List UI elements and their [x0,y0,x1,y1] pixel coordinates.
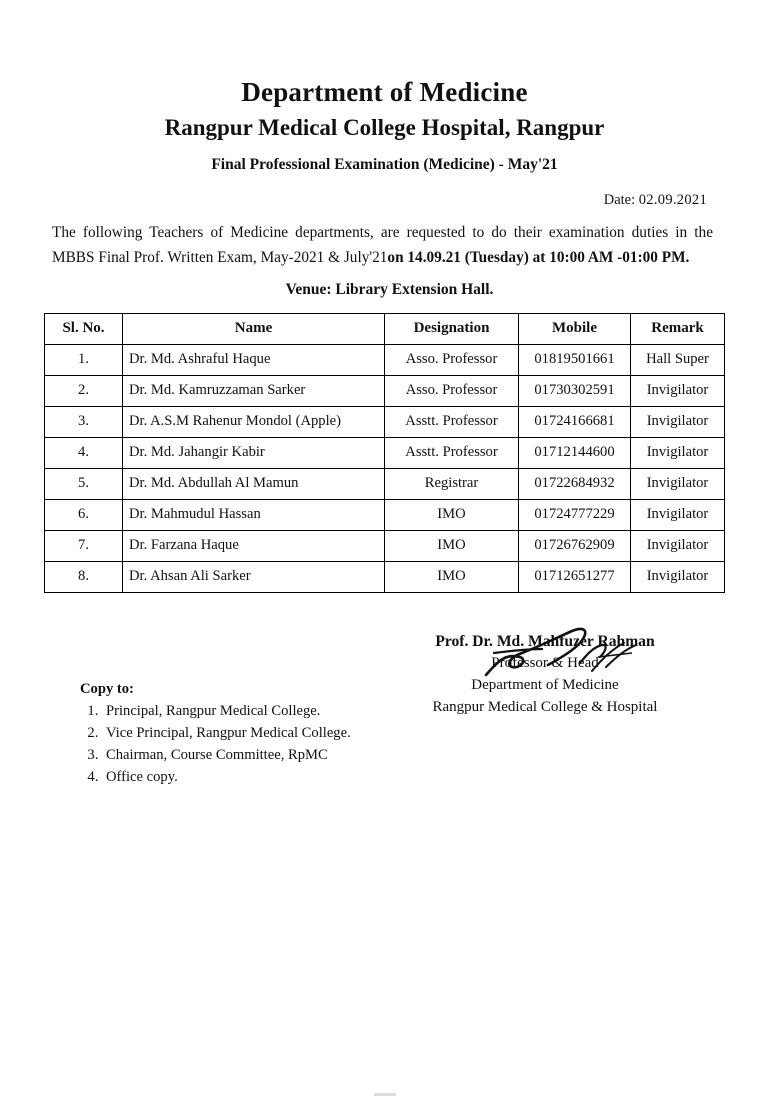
duty-table [44,313,725,593]
cell-remark: Invigilator [631,561,725,592]
list-item: 2. Vice Principal, Rangpur Medical College. [102,723,351,745]
cell-sl: 5. [45,468,123,499]
table-row [45,530,725,561]
cell-remark: Invigilator [631,530,725,561]
cell-designation: IMO [385,561,519,592]
cell-designation: Asstt. Professor [385,437,519,468]
cell-designation: Asstt. Professor [385,406,519,437]
cell-designation: IMO [385,499,519,530]
page-bottom-mark [374,1093,396,1096]
cell-sl: 4. [45,437,123,468]
cell-name: Dr. Farzana Haque [123,530,385,561]
date-label: Date: [603,191,636,208]
table-row [45,561,725,592]
venue-line: Venue: Library Extension Hall. [285,280,494,298]
cell-designation: IMO [385,530,519,561]
cell-sl: 6. [45,499,123,530]
copy-to-title: Copy to: [80,680,134,697]
cell-remark: Invigilator [631,375,725,406]
copy-to-block [80,679,351,789]
table-row [45,375,725,406]
table-row [45,406,725,437]
document-header [0,78,769,174]
cell-name: Dr. Ahsan Ali Sarker [123,561,385,592]
cell-remark: Invigilator [631,406,725,437]
signatory-title: Professor & Head [491,655,599,672]
exam-subtitle: Final Professional Examination (Medicine) - May'21 [211,155,558,173]
cell-name: Dr. Md. Abdullah Al Mamun [123,468,385,499]
cell-name: Dr. Md. Kamruzzaman Sarker [123,375,385,406]
cell-remark: Invigilator [631,468,725,499]
cell-designation: Registrar [385,468,519,499]
table-row [45,499,725,530]
cell-mobile: 01724777229 [519,499,631,530]
list-item: 3. Chairman, Course Committee, RpMC [102,745,351,767]
signatory-institute: Rangpur Medical College & Hospital [432,698,658,715]
cell-name: Dr. Md. Ashraful Haque [123,344,385,375]
cell-sl: 1. [45,344,123,375]
signatory-department: Department of Medicine [471,676,619,693]
college-title: Rangpur Medical College Hospital, Rangpur [164,114,605,140]
table-row [45,344,725,375]
signatory-block [380,631,710,719]
date-line [0,192,769,209]
cell-name: Dr. Mahmudul Hassan [123,499,385,530]
cell-remark: Invigilator [631,499,725,530]
cell-sl: 8. [45,561,123,592]
column-header-remark: Remark [631,313,725,344]
cell-designation: Asso. Professor [385,344,519,375]
signatory-name: Prof. Dr. Md. Mahfuzer Rahman [435,632,655,650]
notice-paragraph [0,221,769,271]
cell-mobile: 01722684932 [519,468,631,499]
table-row [45,437,725,468]
cell-mobile: 01726762909 [519,530,631,561]
cell-sl: 7. [45,530,123,561]
cell-designation: Asso. Professor [385,375,519,406]
cell-mobile: 01819501661 [519,344,631,375]
column-header-mobile: Mobile [519,313,631,344]
notice-paragraph-text: The following Teachers of Medicine departments, are requested to do their examination duties in the MBBS Final Prof. Written Exam, May-2021 & July'21 [52,223,713,266]
notice-paragraph-bold: on 14.09.21 (Tuesday) at 10:00 AM -01:00 PM. [387,248,690,266]
cell-mobile: 01712651277 [519,561,631,592]
table-row [45,468,725,499]
list-item: 4. Office copy. [102,767,351,789]
cell-mobile: 01724166681 [519,406,631,437]
column-header-sl: Sl. No. [45,313,123,344]
copy-to-list [80,701,351,789]
cell-name: Dr. A.S.M Rahenur Mondol (Apple) [123,406,385,437]
document-footer [0,621,769,791]
cell-mobile: 01712144600 [519,437,631,468]
date-value: 02.09.2021 [638,191,707,208]
cell-sl: 3. [45,406,123,437]
cell-name: Dr. Md. Jahangir Kabir [123,437,385,468]
list-item: 1. Principal, Rangpur Medical College. [102,701,351,723]
department-title: Department of Medicine [241,77,528,107]
cell-mobile: 01730302591 [519,375,631,406]
column-header-name: Name [123,313,385,344]
cell-sl: 2. [45,375,123,406]
column-header-designation: Designation [385,313,519,344]
cell-remark: Invigilator [631,437,725,468]
cell-remark: Hall Super [631,344,725,375]
document-page [0,78,769,1102]
table-header-row [45,313,725,344]
